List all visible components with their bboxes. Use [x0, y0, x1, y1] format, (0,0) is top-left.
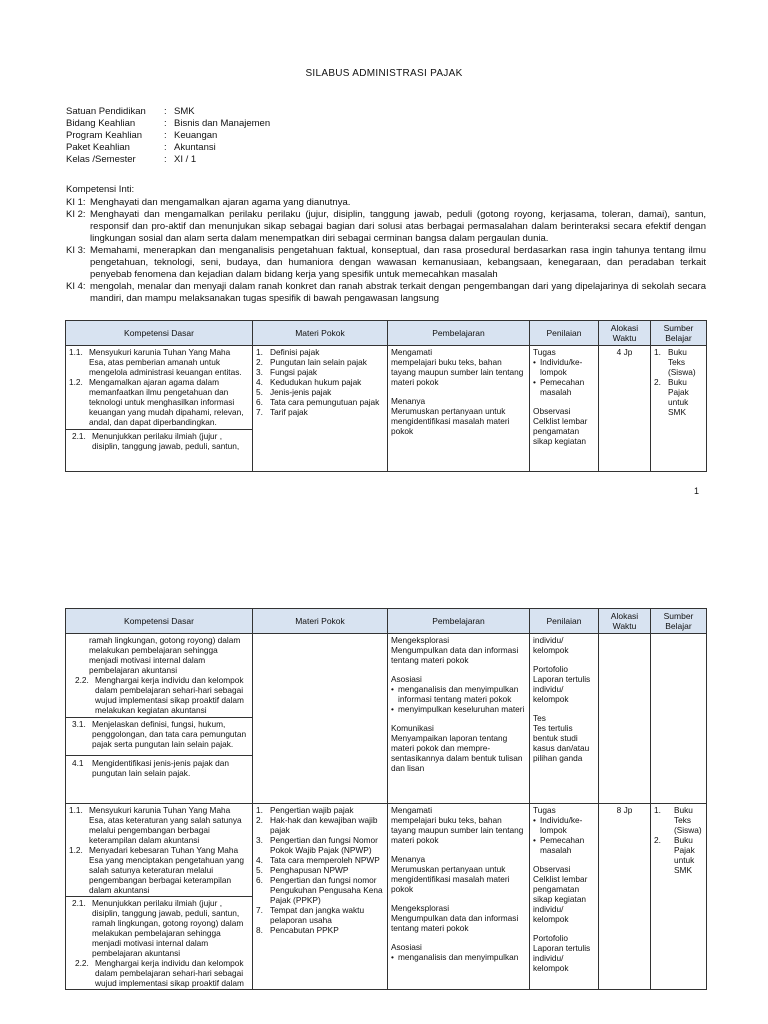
header-sumber-belajar: Sumber Belajar	[651, 609, 707, 634]
ki-code: KI 1:	[66, 197, 86, 208]
penilaian-cell	[530, 804, 599, 990]
kd-text: Mengamalkan ajaran agama dalam memanfaatkan ilmu pengetahuan dan teknologi untuk menghasilkan informasi keuangan yang mudah dipahami, relevan, andal, dan dapat diperbandingkan.	[89, 377, 244, 427]
pembelajaran-heading: Komunikasi	[391, 723, 434, 733]
table-row	[66, 346, 707, 472]
header-materi-pokok: Materi Pokok	[253, 321, 388, 346]
info-row	[66, 142, 270, 154]
materi-text: Pungutan lain selain pajak	[270, 357, 367, 367]
pembelajaran-heading: Menanya	[391, 396, 426, 406]
document-title: SILABUS ADMINISTRASI PAJAK	[305, 68, 463, 79]
ki-code: KI 4:	[66, 281, 86, 292]
info-colon: :	[164, 118, 167, 129]
materi-item: 7. Tempat dan jangka waktu pelaporan usaha	[256, 905, 365, 925]
pembelajaran-heading: Asosiasi	[391, 942, 422, 952]
header-pembelajaran: Pembelajaran	[388, 321, 530, 346]
penilaian-heading: Portofolio	[533, 933, 569, 943]
header-alokasi-waktu: Alokasi Waktu	[599, 321, 651, 346]
table-row	[66, 804, 707, 990]
materi-text: Kedudukan hukum pajak	[270, 377, 362, 387]
syllabus-table-2	[65, 608, 707, 990]
materi-item: 2. Hak-hak dan kewajiban wajib pajak	[256, 815, 378, 835]
materi-item: 4. Tata cara memperoleh NPWP	[256, 855, 380, 865]
table-row	[66, 634, 707, 804]
header-pembelajaran: Pembelajaran	[388, 609, 530, 634]
pembelajaran-text: Mengumpulkan data dan informasi tentang materi pokok	[391, 913, 519, 933]
sumber-cell	[651, 634, 707, 804]
syllabus-table-1	[65, 320, 707, 472]
info-colon: :	[164, 106, 167, 117]
materi-item: 6. Pengertian dan fungsi nomor Pengukuhan Pengusaha Kena Pajak (PPKP)	[256, 875, 383, 905]
materi-item: 5. Penghapusan NPWP	[256, 865, 349, 875]
kd-cell	[66, 634, 253, 804]
materi-cell	[253, 346, 388, 472]
kd-item	[69, 347, 249, 377]
info-row	[66, 118, 270, 130]
kd-item: 1.1. Mensyukuri karunia Tuhan Yang Maha Esa, atas keteraturan yang salah satunya melalui pengembangan berbagai keterampilan dalam akuntansi	[69, 805, 242, 845]
sumber-item: 1. Buku Teks (Siswa)	[654, 805, 702, 835]
pembelajaran-heading: Menanya	[391, 854, 426, 864]
sumber-item: 1. Buku Teks (Siswa)	[654, 347, 696, 377]
header-penilaian: Penilaian	[530, 609, 599, 634]
materi-item	[256, 397, 384, 407]
penilaian-bullet: • Individu/ke-lompok	[533, 815, 583, 835]
kd-text: ramah lingkungan, gotong royong) dalam melakukan pembelajaran sehingga menjadi motivasi internal dalam pembelajaran akuntansi	[89, 635, 241, 675]
info-label: Program Keahlian	[66, 130, 143, 141]
pembelajaran-bullet: • menyimpulkan keseluruhan materi	[391, 704, 525, 714]
materi-number: 6.	[256, 397, 263, 407]
kd-item	[69, 377, 249, 427]
ki-code: KI 3:	[66, 245, 86, 256]
header-alokasi-waktu: Alokasi Waktu	[599, 609, 651, 634]
sumber-cell	[651, 804, 707, 990]
ki-text: Memahami, menerapkan dan menganalisis pengetahuan faktual, konseptual, dan rasa prosedural berdasarkan rasa ingin tahunya tentang ilmu pengetahuan, teknologi, seni, budaya, dan humaniora dengan wawasan kemanusiaan, kebangsaan, kenegaraan, dan peradaban terkait penyebab fenomena dan kejadian dalam bidang kerja yang spesifik untuk memecahkan masalah	[90, 245, 706, 280]
ki-text: mengolah, menalar dan menyaji dalam ranah konkret dan ranah abstrak terkait dengan pengembangan dari yang dipelajarinya di sekolah secara mandiri, dan mampu melaksanakan tugas spesifik di bawah pengawasan langsung	[90, 281, 706, 304]
info-colon: :	[164, 130, 167, 141]
kd-item: 2.1. Menunjukkan perilaku ilmiah (jujur , disiplin, tanggung jawab, peduli, santun, ramah lingkungan, gotong royong) dalam melakukan pembelajaran sehingga menjadi motivasi internal dalam pembelajaran akuntansi	[66, 896, 252, 958]
penilaian-heading: Portofolio	[533, 664, 569, 674]
kd-cell	[66, 804, 253, 990]
materi-cell	[253, 634, 388, 804]
materi-item: 8. Pencabutan PPKP	[256, 925, 339, 935]
header-kompetensi-dasar: Kompetensi Dasar	[66, 609, 253, 634]
pembelajaran-text: mempelajari buku teks, bahan tayang maupun sumber lain tentang materi pokok	[391, 815, 524, 845]
pembelajaran-heading: Mengamati	[391, 805, 433, 815]
alokasi-cell: 4 Jp	[599, 346, 651, 472]
info-value: Bisnis dan Manajemen	[174, 118, 271, 129]
ki-text: Menghayati dan mengamalkan ajaran agama yang dianutnya.	[90, 197, 351, 208]
ki-heading: Kompetensi Inti:	[66, 184, 135, 195]
pembelajaran-text: Merumuskan pertanyaan untuk mengidentifikasi masalah materi pokok	[391, 406, 510, 436]
penilaian-bullet: • Pemecahan masalah	[533, 835, 585, 855]
penilaian-text: Celklist lembar pengamatan sikap kegiatan individu/ kelompok	[533, 874, 588, 924]
ki-item	[66, 209, 706, 245]
pembelajaran-cell	[388, 634, 530, 804]
header-materi-pokok: Materi Pokok	[253, 609, 388, 634]
kd-text: Menunjukkan perilaku ilmiah (jujur , disiplin, tanggung jawab, peduli, santun,	[92, 431, 240, 451]
header-penilaian: Penilaian	[530, 321, 599, 346]
materi-item	[256, 367, 384, 377]
info-colon: :	[164, 154, 167, 165]
materi-item	[256, 347, 384, 357]
materi-item	[256, 407, 384, 417]
page-number: 1	[694, 486, 700, 496]
materi-text: Tata cara pemungutuan pajak	[270, 397, 380, 407]
penilaian-bullet: • Individu/ke-lompok	[533, 357, 583, 377]
sumber-item: 2. Buku Pajak untuk SMK	[654, 377, 689, 417]
pembelajaran-text: Mengumpulkan data dan informasi tentang materi pokok	[391, 645, 519, 665]
materi-item	[256, 357, 384, 367]
info-row	[66, 106, 270, 118]
pembelajaran-heading: Asosiasi	[391, 674, 422, 684]
kd-item: 2.2. Menghargai kerja individu dan kelompok dalam pembelajaran sehari-hari sebagai wujud implementasi sikap proaktif dalam melakukan kegiatan akuntansi	[75, 675, 244, 715]
penilaian-text: Laporan tertulis individu/ kelompok	[533, 943, 591, 973]
info-value: SMK	[174, 106, 195, 117]
table-header-row	[66, 321, 707, 346]
penilaian-heading: Tugas	[533, 805, 556, 815]
penilaian-heading: Observasi	[533, 864, 571, 874]
ki-item	[66, 197, 706, 209]
kd-number: 2.1.	[72, 431, 86, 441]
kd-cell	[66, 346, 253, 472]
info-label: Paket Keahlian	[66, 142, 130, 153]
page-2	[0, 510, 768, 1024]
sumber-cell	[651, 346, 707, 472]
materi-text: Jenis-jenis pajak	[270, 387, 332, 397]
alokasi-cell: 8 Jp	[599, 804, 651, 990]
ki-text: Menghayati dan mengamalkan perilaku perilaku (jujur, disiplin, tanggung jawab, peduli (gotong royong, kerjasama, toleran, damai), santun, responsif dan pro-aktif dan menunjukan sikap sebagai bagian dari solusi atas berbagai permasalahan dalam berinteraksi secara efektif dengan lingkungan sosial dan alam serta dalam menempatkan diri sebagai cerminan bangsa dalam pergaulan dunia.	[90, 209, 706, 244]
pembelajaran-bullet: • menganalisis dan menyimpulkan informasi tentang materi pokok	[391, 684, 519, 704]
info-label: Bidang Keahlian	[66, 118, 136, 129]
info-row	[66, 154, 270, 166]
header-sumber-belajar: Sumber Belajar	[651, 321, 707, 346]
kd-item: 3.1. Menjelaskan definisi, fungsi, hukum, penggolongan, dan tata cara pemungutan pajak serta pungutan lain selain pajak.	[66, 717, 252, 749]
kd-item: 1.2. Menyadari kebesaran Tuhan Yang Maha Esa yang menciptakan pengetahuan yang salah satunya keteraturan melalui pengembangan berbagai keterampilan dalam akuntansi	[69, 845, 244, 895]
materi-item	[256, 387, 384, 397]
ki-code: KI 2:	[66, 209, 86, 220]
pembelajaran-heading: Mengeksplorasi	[391, 635, 450, 645]
ki-item	[66, 245, 706, 281]
materi-item: 3. Pengertian dan fungsi Nomor Pokok Wajib Pajak (NPWP)	[256, 835, 378, 855]
penilaian-cell	[530, 346, 599, 472]
pembelajaran-text: Menyampaikan laporan tentang materi pokok dan mempre-sentasikannya dalam bentuk tulisan dan lisan	[391, 733, 523, 773]
core-competencies	[66, 184, 706, 305]
penilaian-cell	[530, 634, 599, 804]
materi-number: 2.	[256, 357, 263, 367]
penilaian-heading: Tes	[533, 713, 546, 723]
pembelajaran-bullet: • menganalisis dan menyimpulkan	[391, 952, 519, 962]
penilaian-text: individu/ kelompok	[533, 635, 569, 655]
page-1	[0, 0, 768, 510]
materi-cell	[253, 804, 388, 990]
penilaian-text: Celklist lembar pengamatan sikap kegiatan	[533, 416, 588, 446]
header-kompetensi-dasar: Kompetensi Dasar	[66, 321, 253, 346]
materi-number: 4.	[256, 377, 263, 387]
materi-text: Definisi pajak	[270, 347, 320, 357]
materi-text: Tarif pajak	[270, 407, 308, 417]
kd-number: 1.1.	[69, 347, 83, 357]
penilaian-heading: Tugas	[533, 347, 556, 357]
kd-text: Mensyukuri karunia Tuhan Yang Maha Esa, atas pemberian amanah untuk mengelola administrasi keuangan entitas.	[89, 347, 242, 377]
ki-item	[66, 281, 706, 305]
table-header-row	[66, 609, 707, 634]
info-colon: :	[164, 142, 167, 153]
pembelajaran-heading: Mengamati	[391, 347, 433, 357]
info-row	[66, 130, 270, 142]
kd-item	[66, 429, 252, 451]
identity-block	[66, 106, 270, 166]
info-label: Satuan Pendidikan	[66, 106, 146, 117]
penilaian-text: Tes tertulis bentuk studi kasus dan/atau pilihan ganda	[533, 723, 590, 763]
info-value: XI / 1	[174, 154, 197, 165]
info-value: Akuntansi	[174, 142, 216, 153]
materi-number: 1.	[256, 347, 263, 357]
materi-text: Fungsi pajak	[270, 367, 318, 377]
info-value: Keuangan	[174, 130, 218, 141]
pembelajaran-text: Merumuskan pertanyaan untuk mengidentifikasi masalah materi pokok	[391, 864, 510, 894]
alokasi-cell	[599, 634, 651, 804]
pembelajaran-text: mempelajari buku teks, bahan tayang maupun sumber lain tentang materi pokok	[391, 357, 524, 387]
materi-item: 1. Pengertian wajib pajak	[256, 805, 354, 815]
kd-item: 4.1 Mengidentifikasi jenis-jenis pajak dan pungutan lain selain pajak.	[66, 755, 252, 778]
materi-number: 7.	[256, 407, 263, 417]
materi-number: 3.	[256, 367, 263, 377]
kd-item: 2.2. Menghargai kerja individu dan kelompok dalam pembelajaran sehari-hari sebagai wujud implementasi sikap proaktif dalam	[75, 958, 244, 988]
sumber-item: 2. Buku Pajak untuk SMK	[654, 835, 695, 875]
penilaian-text: Laporan tertulis individu/ kelompok	[533, 674, 591, 704]
pembelajaran-cell	[388, 346, 530, 472]
info-label: Kelas /Semester	[66, 154, 136, 165]
penilaian-heading: Observasi	[533, 406, 571, 416]
materi-number: 5.	[256, 387, 263, 397]
materi-item	[256, 377, 384, 387]
penilaian-bullet: • Pemecahan masalah	[533, 377, 585, 397]
pembelajaran-heading: Mengeksplorasi	[391, 903, 450, 913]
pembelajaran-cell	[388, 804, 530, 990]
kd-number: 1.2.	[69, 377, 83, 387]
